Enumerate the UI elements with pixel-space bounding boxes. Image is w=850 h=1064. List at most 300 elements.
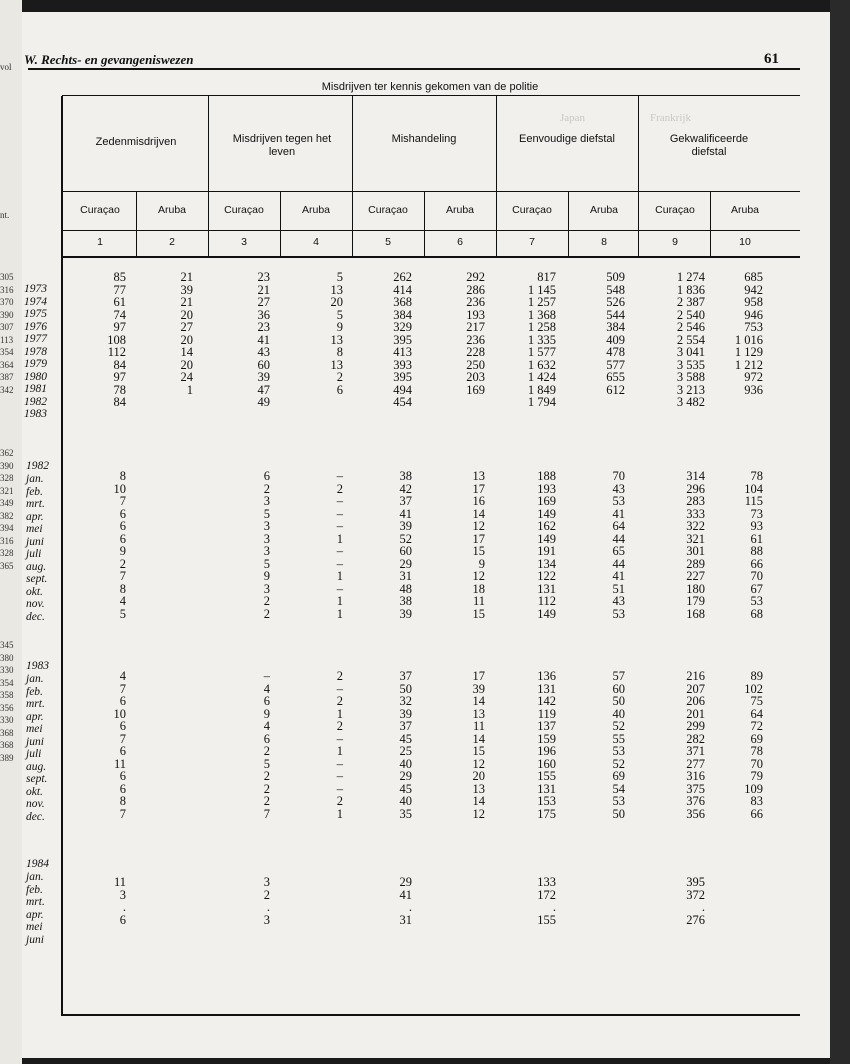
table-cell: 393: [393, 357, 412, 372]
table-cell: 321: [686, 531, 705, 546]
table-cell: [571, 901, 625, 914]
table-cell: 74: [113, 307, 126, 322]
table-cell: 155: [537, 769, 556, 783]
table-cell: 395: [393, 370, 412, 384]
rule: [208, 96, 209, 256]
column-number: 5: [385, 236, 391, 248]
table-cell: 9: [336, 320, 343, 334]
table-cell: 23: [257, 320, 270, 334]
month-labels-1982: [26, 473, 47, 623]
row-label: 1982: [26, 460, 49, 472]
table-cell: 39: [180, 282, 193, 297]
group-header: Zedenmisdrijven: [95, 136, 177, 148]
table-cell: 2: [336, 719, 343, 733]
table-cell: 12: [472, 806, 485, 821]
table-cell: 31: [399, 912, 412, 927]
table-cell: 3 041: [676, 345, 705, 359]
table-cell: 2: [119, 556, 126, 571]
table-cell: [709, 901, 763, 914]
section-year-label: [26, 460, 49, 473]
table-cell: [139, 795, 193, 808]
table-cell: 1 836: [676, 282, 705, 297]
table-cell: 8: [336, 345, 343, 359]
table-cell: 356: [686, 806, 705, 821]
table-cell: [289, 889, 343, 902]
table-cell: 72: [750, 719, 763, 733]
table-cell: 136: [537, 669, 556, 683]
bleed-through-text: Japan: [560, 112, 586, 124]
table-cell: [431, 889, 485, 902]
table-cell: 454: [393, 395, 412, 409]
table-cell: 201: [686, 706, 705, 721]
table-cell: 314: [686, 469, 705, 483]
table-cell: 53: [750, 594, 763, 608]
table-cell: [139, 483, 193, 496]
table-cell: [139, 733, 193, 746]
row-label: mei: [26, 523, 43, 535]
table-cell: 41: [612, 506, 625, 521]
table-cell: 142: [537, 694, 556, 708]
strip-number: 354: [0, 677, 14, 688]
column-subheader: Aruba: [445, 204, 475, 216]
table-cell: 936: [744, 382, 763, 397]
table-cell: 41: [257, 332, 270, 347]
table-cell: 12: [472, 569, 485, 583]
rule: [62, 230, 800, 231]
table-cell: 84: [113, 395, 126, 409]
column-number: 8: [601, 236, 607, 248]
table-cell: 11: [113, 756, 126, 771]
table-cell: [709, 889, 763, 902]
strip-number: 307: [0, 322, 14, 332]
table-cell: 50: [612, 806, 625, 821]
table-cell: 61: [113, 295, 126, 309]
table-cell: 4: [263, 681, 270, 696]
table-cell: 277: [686, 756, 705, 771]
table-cell: 413: [393, 345, 412, 359]
table-cell: .: [266, 900, 270, 914]
table-cell: 20: [330, 295, 343, 309]
column-number: 1: [97, 236, 103, 248]
row-label: apr.: [26, 510, 44, 523]
table-cell: 2: [263, 744, 270, 758]
table-cell: [139, 708, 193, 721]
strip-number: 330: [0, 715, 14, 725]
table-cell: 97: [113, 320, 126, 334]
table-cell: 2: [263, 887, 270, 902]
row-label: juni: [26, 933, 44, 946]
table-cell: 149: [537, 606, 556, 621]
table-cell: 3: [119, 887, 126, 902]
table-cell: 179: [686, 594, 705, 608]
column-2-m1984: [139, 876, 193, 926]
table-cell: [139, 670, 193, 683]
table-cell: 1 257: [527, 295, 556, 309]
table-cell: [431, 914, 485, 927]
table-cell: 17: [472, 669, 485, 683]
table-cell: [289, 396, 343, 409]
column-8-annual: [571, 271, 625, 409]
table-cell: 162: [537, 519, 556, 533]
table-cell: 6: [119, 531, 126, 546]
column-number: 3: [241, 236, 247, 248]
table-cell: 13: [472, 706, 485, 721]
table-cell: 69: [750, 731, 763, 746]
table-cell: 64: [750, 706, 763, 721]
strip-number: 364: [0, 359, 14, 370]
row-label: juli: [26, 748, 42, 760]
table-cell: 2: [263, 594, 270, 608]
table-cell: 180: [686, 581, 705, 596]
row-label: jan.: [26, 871, 44, 883]
table-cell: 299: [686, 719, 705, 733]
table-cell: 376: [686, 794, 705, 808]
table-cell: 14: [180, 345, 193, 359]
table-cell: [431, 396, 485, 409]
table-cell: 1 129: [734, 345, 763, 359]
table-cell: 1 368: [527, 307, 556, 322]
table-cell: [139, 901, 193, 914]
table-cell: 2: [263, 794, 270, 808]
table-cell: 1 577: [527, 345, 556, 359]
table-cell: 29: [399, 875, 412, 889]
row-label: jan.: [26, 473, 44, 485]
table-cell: –: [336, 494, 343, 508]
group-header: Misdrijven tegen het leven: [232, 133, 332, 158]
table-cell: [139, 720, 193, 733]
column-3-m1984: [216, 876, 270, 926]
row-label: aug.: [26, 760, 47, 773]
table-cell: 45: [399, 781, 412, 796]
column-5-m1983: [358, 670, 412, 820]
table-cell: 2 387: [676, 295, 705, 309]
table-cell: 29: [399, 769, 412, 783]
column-6-annual: [431, 271, 485, 409]
table-cell: .: [408, 900, 412, 914]
table-cell: –: [336, 506, 343, 521]
table-cell: 78: [750, 469, 763, 483]
table-cell: 8: [119, 581, 126, 596]
table-cell: 409: [606, 332, 625, 347]
table-cell: 66: [750, 806, 763, 821]
table-cell: 1: [336, 531, 343, 546]
strip-number: 362: [0, 448, 14, 458]
table-cell: 958: [744, 295, 763, 309]
table-cell: 1: [336, 569, 343, 583]
table-cell: [571, 396, 625, 409]
table-cell: 4: [263, 719, 270, 733]
table-cell: 109: [744, 781, 763, 796]
column-6-m1983: [431, 670, 485, 820]
column-3-annual: [216, 271, 270, 409]
table-cell: –: [336, 544, 343, 558]
row-label: okt.: [26, 585, 43, 598]
column-subheader: Curaçao: [512, 204, 552, 216]
table-cell: 12: [472, 756, 485, 771]
group-header: Eenvoudige diefstal: [518, 133, 615, 145]
column-subheader: Aruba: [301, 204, 331, 216]
table-cell: 2: [336, 481, 343, 496]
table-cell: 40: [399, 756, 412, 771]
table-cell: 296: [686, 481, 705, 496]
row-label: mrt.: [26, 896, 45, 908]
column-1-annual: [72, 271, 126, 409]
table-cell: 14: [472, 794, 485, 808]
column-number: 7: [529, 236, 535, 248]
column-7-m1982: [502, 470, 556, 620]
table-cell: 655: [606, 370, 625, 384]
row-label: feb.: [26, 883, 43, 896]
table-cell: 13: [330, 357, 343, 372]
table-cell: 69: [612, 769, 625, 783]
table-cell: 53: [612, 744, 625, 758]
table-cell: 1 849: [527, 382, 556, 397]
row-label: mrt.: [26, 698, 45, 710]
table-cell: 372: [686, 887, 705, 902]
table-cell: 97: [113, 370, 126, 384]
table-cell: 1: [336, 806, 343, 821]
table-cell: 102: [744, 681, 763, 696]
table-cell: 3: [263, 875, 270, 889]
table-cell: 972: [744, 370, 763, 384]
table-cell: 25: [399, 744, 412, 758]
table-cell: [139, 508, 193, 521]
table-cell: 134: [537, 556, 556, 571]
table-cell: –: [336, 756, 343, 771]
column-4-m1983: [289, 670, 343, 820]
table-cell: 1 016: [734, 332, 763, 347]
table-cell: 283: [686, 494, 705, 508]
table-cell: 17: [472, 481, 485, 496]
table-cell: 131: [537, 781, 556, 796]
table-cell: 149: [537, 531, 556, 546]
strip-number: 330: [0, 665, 14, 675]
table-cell: [139, 783, 193, 796]
group-header: Mishandeling: [391, 133, 457, 145]
table-cell: 14: [472, 506, 485, 521]
table-cell: 753: [744, 320, 763, 334]
table-cell: 68: [750, 606, 763, 621]
table-cell: –: [263, 669, 270, 683]
table-cell: 66: [750, 556, 763, 571]
month-labels-1983: [26, 673, 47, 823]
table-top-rule: [28, 68, 800, 70]
table-cell: 27: [257, 295, 270, 309]
table-cell: 384: [393, 307, 412, 322]
table-cell: 282: [686, 731, 705, 746]
table-cell: 203: [466, 370, 485, 384]
strip-number: 354: [0, 347, 14, 357]
table-cell: 395: [686, 875, 705, 889]
table-cell: 2: [263, 781, 270, 796]
table-cell: 3: [263, 912, 270, 927]
table-cell: 41: [399, 506, 412, 521]
table-cell: 250: [466, 357, 485, 372]
table-cell: 1 424: [527, 370, 556, 384]
table-cell: –: [336, 556, 343, 571]
table-cell: 78: [113, 382, 126, 397]
table-cell: 236: [466, 332, 485, 347]
table-cell: 7: [263, 806, 270, 821]
table-main-title: Misdrijven ter kennis gekomen van de politie: [321, 81, 539, 93]
table-cell: 6: [119, 506, 126, 521]
table-cell: 21: [257, 282, 270, 297]
table-cell: 1 335: [527, 332, 556, 347]
column-subheader: Aruba: [730, 204, 760, 216]
table-left-border: [61, 96, 63, 1016]
table-cell: 6: [263, 694, 270, 708]
table-cell: 6: [119, 719, 126, 733]
table-cell: 45: [399, 731, 412, 746]
table-cell: 169: [466, 382, 485, 397]
table-cell: [139, 495, 193, 508]
table-cell: 88: [750, 544, 763, 558]
table-cell: 35: [399, 806, 412, 821]
table-cell: [139, 558, 193, 571]
table-cell: [431, 876, 485, 889]
table-cell: 2: [263, 606, 270, 621]
table-cell: 51: [612, 581, 625, 596]
table-cell: 37: [399, 669, 412, 683]
column-7-m1984: [502, 876, 556, 926]
column-1-m1984: [72, 876, 126, 926]
table-cell: 60: [612, 681, 625, 696]
table-cell: 9: [478, 556, 485, 571]
table-cell: 371: [686, 744, 705, 758]
row-label: 1983: [24, 408, 47, 420]
table-cell: 13: [330, 332, 343, 347]
column-2-m1982: [139, 470, 193, 620]
table-cell: 14: [472, 731, 485, 746]
strip-number: 365: [0, 560, 14, 571]
table-cell: 3: [263, 494, 270, 508]
table-cell: 2: [336, 370, 343, 384]
table-cell: 78: [750, 744, 763, 758]
table-cell: 6: [263, 731, 270, 746]
table-cell: [139, 745, 193, 758]
table-cell: 375: [686, 781, 705, 796]
table-cell: [289, 901, 343, 914]
table-cell: 13: [472, 469, 485, 483]
table-cell: [139, 396, 193, 409]
table-cell: 6: [119, 781, 126, 796]
table-cell: 64: [612, 519, 625, 533]
table-cell: 13: [330, 282, 343, 297]
table-cell: 40: [399, 794, 412, 808]
table-cell: 7: [119, 494, 126, 508]
table-cell: 14: [472, 694, 485, 708]
table-cell: 70: [750, 756, 763, 771]
table-cell: 52: [612, 756, 625, 771]
table-cell: 509: [606, 270, 625, 284]
table-cell: 75: [750, 694, 763, 708]
table-cell: 29: [399, 556, 412, 571]
table-cell: 20: [472, 769, 485, 783]
section-year-label: [26, 660, 49, 673]
table-cell: 4: [119, 669, 126, 683]
table-cell: 4: [119, 594, 126, 608]
row-label: 1981: [24, 383, 47, 395]
row-label: jan.: [26, 673, 44, 685]
table-cell: 1 258: [527, 320, 556, 334]
table-cell: 61: [750, 531, 763, 546]
table-cell: [139, 770, 193, 783]
table-cell: 115: [744, 494, 763, 508]
table-cell: .: [701, 900, 705, 914]
table-cell: 43: [612, 594, 625, 608]
table-cell: 32: [399, 694, 412, 708]
table-cell: 84: [113, 357, 126, 372]
table-cell: 39: [399, 606, 412, 621]
table-cell: 10: [113, 706, 126, 721]
table-cell: 262: [393, 270, 412, 284]
table-cell: 1 632: [527, 357, 556, 372]
column-subheader: Aruba: [157, 204, 187, 216]
table-cell: 2: [263, 769, 270, 783]
table-cell: [139, 583, 193, 596]
table-cell: 292: [466, 270, 485, 284]
row-label: mei: [26, 723, 43, 735]
header-bottom-rule: [62, 256, 800, 258]
table-cell: –: [336, 681, 343, 696]
table-cell: 289: [686, 556, 705, 571]
row-label: feb.: [26, 685, 43, 698]
table-cell: 27: [180, 320, 193, 334]
table-cell: 20: [180, 357, 193, 372]
row-label: 1974: [24, 295, 47, 308]
table-cell: 20: [180, 332, 193, 347]
table-cell: 85: [113, 270, 126, 284]
row-label: 1973: [24, 283, 47, 295]
table-cell: 2: [336, 794, 343, 808]
table-cell: 333: [686, 506, 705, 521]
table-cell: 21: [180, 270, 193, 284]
table-cell: 3 482: [676, 395, 705, 409]
table-cell: 7: [119, 806, 126, 821]
table-cell: 15: [472, 606, 485, 621]
table-cell: 37: [399, 719, 412, 733]
column-8-m1984: [571, 876, 625, 926]
column-8-m1982: [571, 470, 625, 620]
table-cell: 1 274: [676, 270, 705, 284]
table-cell: 38: [399, 469, 412, 483]
section-year-label: [26, 858, 49, 871]
table-cell: 11: [113, 875, 126, 889]
table-cell: 70: [612, 469, 625, 483]
strip-number: 358: [0, 690, 14, 700]
table-cell: .: [552, 900, 556, 914]
table-cell: 286: [466, 282, 485, 297]
table-cell: 108: [107, 332, 126, 347]
table-cell: 1: [186, 382, 193, 397]
table-cell: 37: [399, 494, 412, 508]
table-cell: 175: [537, 806, 556, 821]
table-cell: 5: [263, 756, 270, 771]
table-cell: 23: [257, 270, 270, 284]
table-cell: 6: [119, 519, 126, 533]
column-2-m1983: [139, 670, 193, 820]
column-subheader: Curaçao: [224, 204, 264, 216]
table-cell: 217: [466, 320, 485, 334]
column-8-m1983: [571, 670, 625, 820]
row-label: mei: [26, 921, 43, 933]
table-cell: 39: [257, 370, 270, 384]
row-label: dec.: [26, 810, 45, 823]
page-header-title: W. Rechts- en gevangeniswezen: [24, 52, 194, 67]
column-4-annual: [289, 271, 343, 409]
strip-number: 305: [0, 272, 14, 282]
table-cell: 54: [612, 781, 625, 796]
